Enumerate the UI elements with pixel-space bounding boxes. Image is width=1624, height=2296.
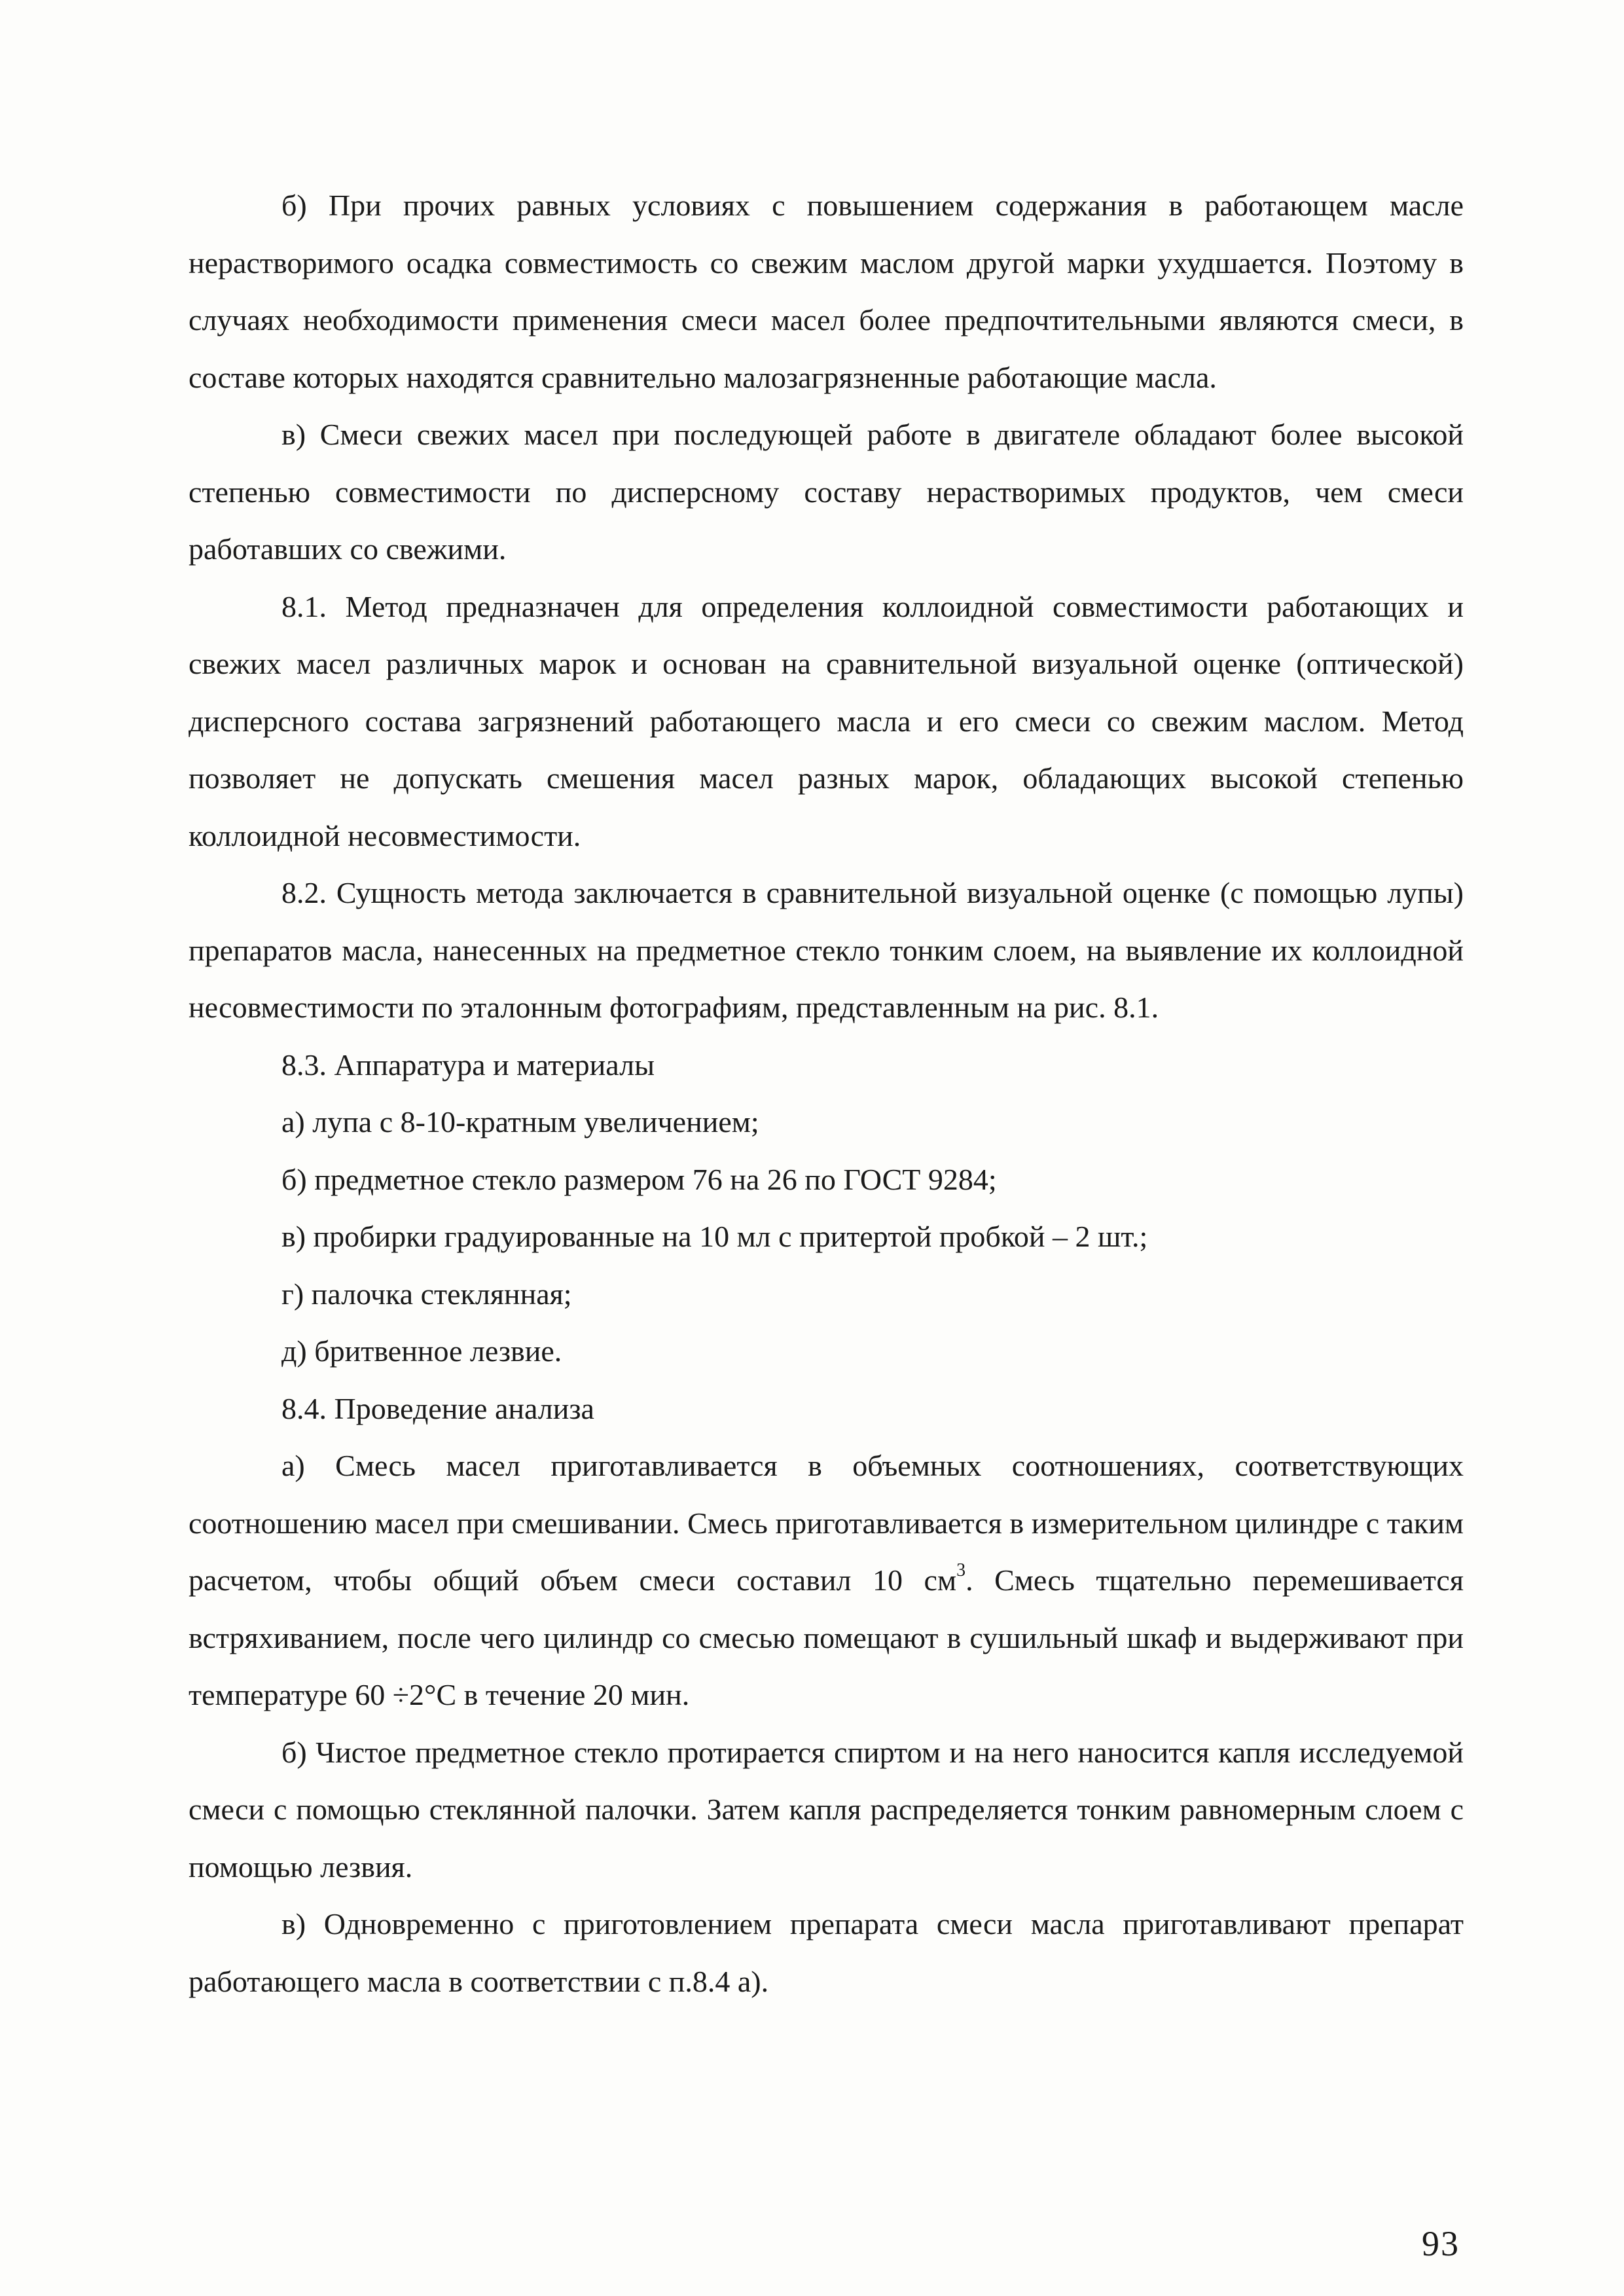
cubic-superscript: 3 bbox=[956, 1560, 966, 1580]
heading-8-4-analysis: 8.4. Проведение анализа bbox=[281, 1391, 594, 1425]
equipment-item-razor-blade: д) бритвенное лезвие. bbox=[281, 1334, 562, 1368]
equipment-item-test-tubes: в) пробирки градуированные на 10 мл с притертой пробкой – 2 шт.; bbox=[281, 1220, 1148, 1253]
document-body bbox=[189, 177, 1464, 2010]
mix-text-before: а) Смесь масел приготавливается в объемных соотношениях, соответствующих соотношению масел при смешивании. Смесь приготавливается в измерительном цилиндре с таким расчетом, чтобы общий объем смеси составил 10 см bbox=[189, 1449, 1464, 1597]
equipment-item-glass-slide: б) предметное стекло размером 76 на 26 по ГОСТ 9284; bbox=[281, 1162, 997, 1196]
paragraph-v-reference-preparation: в) Одновременно с приготовлением препарата смеси масла приготавливают препарат работающего масла в соответствии с п.8.4 а). bbox=[189, 1907, 1464, 1998]
paragraph-b-slide-preparation: б) Чистое предметное стекло протирается спиртом и на него наносится капля исследуемой смеси с помощью стеклянной палочки. Затем капля распределяется тонким равномерным слоем с помощью лезвия. bbox=[189, 1735, 1464, 1884]
heading-8-3-equipment: 8.3. Аппаратура и материалы bbox=[281, 1048, 655, 1082]
paragraph-a-mix-preparation bbox=[189, 1437, 1464, 1724]
equipment-item-glass-rod: г) палочка стеклянная; bbox=[281, 1277, 572, 1311]
paragraph-v-fresh-oil-mixes: в) Смеси свежих масел при последующей работе в двигателе обладают более высокой степенью совместимости по дисперсному составу нерастворимых продуктов, чем смеси работавших со свежими. bbox=[189, 418, 1464, 566]
page-number: 93 bbox=[1422, 2224, 1460, 2263]
paragraph-8-1-method-purpose: 8.1. Метод предназначен для определения коллоидной совместимости работающих и свежих масел различных марок и основан на сравнительной визуальной оценке (оптической) дисперсного состава загрязнений работающего масла и его смеси со свежим маслом. Метод позволяет не допускать смешения масел разных марок, обладающих высокой степенью коллоидной несовместимости. bbox=[189, 589, 1464, 852]
mix-text-after: . Смесь тщательно перемешивается встряхиванием, после чего цилиндр со смесью помещают в сушильный шкаф и выдерживают при температуре 60 ÷2°С в течение 20 мин. bbox=[189, 1563, 1464, 1711]
paragraph-8-2-method-essence: 8.2. Сущность метода заключается в сравнительной визуальной оценке (с помощью лупы) препаратов масла, нанесенных на предметное стекло тонким слоем, на выявление их коллоидной несовместимости по эталонным фотографиям, представленным на рис. 8.1. bbox=[189, 876, 1464, 1024]
paragraph-b-insoluble-sediment: б) При прочих равных условиях с повышением содержания в работающем масле нерастворимого осадка совместимость со свежим маслом другой марки ухудшается. Поэтому в случаях необходимости применения смеси масел более предпочтительными являются смеси, в составе которых находятся сравнительно малозагрязненные работающие масла. bbox=[189, 189, 1464, 394]
equipment-item-magnifier: а) лупа с 8-10-кратным увеличением; bbox=[281, 1105, 759, 1139]
